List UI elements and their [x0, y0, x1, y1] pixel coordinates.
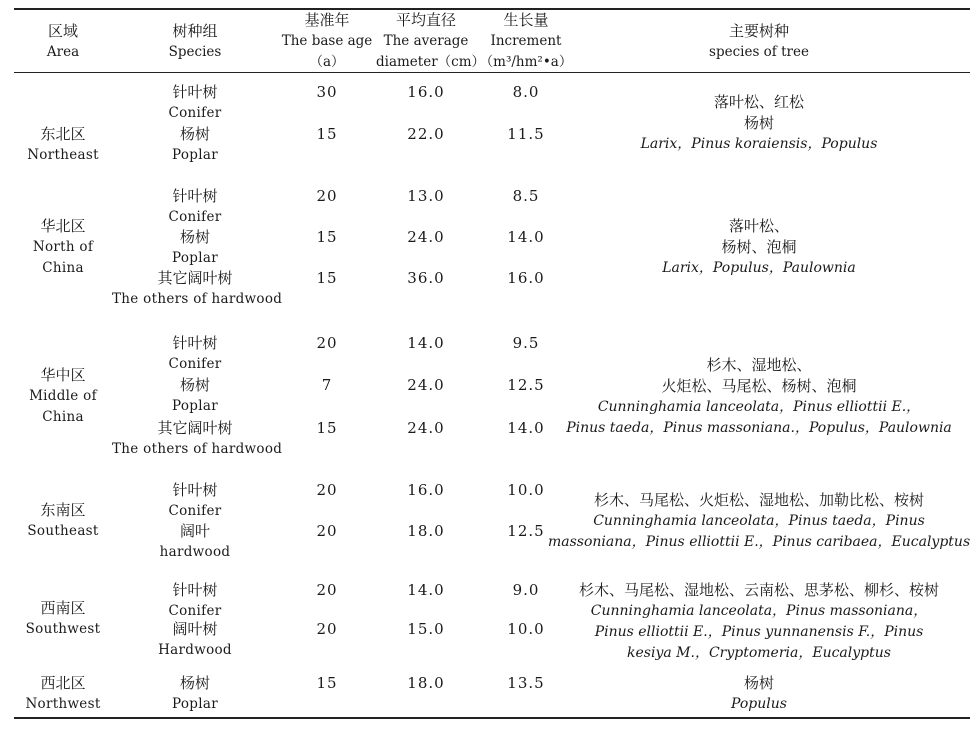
main-species-zh: 杨树	[743, 114, 774, 132]
species-group-en: Conifer	[168, 356, 222, 372]
base-age-value: 20	[316, 481, 338, 499]
increment-value: 14.0	[507, 419, 545, 437]
diameter-value: 36.0	[407, 269, 445, 287]
header-base-age-en: The base age	[281, 33, 373, 49]
base-age-value: 20	[316, 581, 338, 599]
main-species-zh: 杉木、马尾松、湿地松、云南松、思茅松、柳杉、桉树	[578, 581, 939, 599]
header-increment-en: Increment	[490, 33, 562, 49]
increment-value: 13.5	[507, 674, 545, 692]
region-name-zh: 华中区	[40, 366, 86, 384]
increment-value: 9.0	[512, 581, 540, 599]
header-main-species-zh: 主要树种	[728, 22, 789, 40]
main-species-zh: 落叶松、红松	[713, 93, 804, 111]
header-increment-zh: 生长量	[503, 11, 549, 29]
species-group-zh: 杨树	[179, 228, 210, 246]
diameter-value: 14.0	[407, 334, 445, 352]
header-species-en: Species	[168, 44, 222, 60]
diameter-value: 18.0	[407, 674, 445, 692]
main-species-zh: 杉木、湿地松、	[706, 356, 812, 374]
species-group-zh: 针叶树	[172, 334, 218, 352]
region-name-zh: 西北区	[40, 674, 86, 692]
header-base-age-unit: （a）	[309, 54, 345, 70]
species-group-en: Hardwood	[158, 642, 232, 658]
increment-value: 12.5	[507, 522, 545, 540]
species-group-zh: 其它阔叶树	[157, 269, 233, 287]
main-species-latin: Pinus taeda，Pinus massoniana.，Populus，Paulownia	[566, 420, 952, 436]
species-group-zh: 针叶树	[172, 83, 218, 101]
increment-value: 8.0	[512, 83, 540, 101]
species-group-en: hardwood	[159, 544, 231, 560]
header-area-en: Area	[46, 44, 80, 60]
species-group-en: Conifer	[168, 105, 222, 121]
increment-value: 10.0	[507, 481, 545, 499]
species-group-zh: 杨树	[179, 376, 210, 394]
base-age-value: 20	[316, 522, 338, 540]
base-age-value: 15	[316, 269, 338, 287]
region-name-en: North of	[32, 239, 94, 255]
species-group-zh: 阔叶树	[172, 620, 218, 638]
header-diameter-zh: 平均直径	[395, 11, 456, 29]
main-species-latin: Populus	[731, 696, 787, 712]
region-name-en: Middle of	[29, 388, 97, 404]
species-group-zh: 阔叶	[179, 522, 210, 540]
species-group-en: Conifer	[168, 209, 222, 225]
main-species-latin: Larix，Pinus koraiensis，Populus	[640, 136, 878, 152]
species-group-zh: 杨树	[179, 125, 210, 143]
region-name-en: Northwest	[25, 696, 101, 712]
base-age-value: 7	[321, 376, 333, 394]
header-base-age-zh: 基准年	[304, 11, 350, 29]
region-name-en: Northeast	[27, 147, 99, 163]
species-group-zh: 针叶树	[172, 187, 218, 205]
main-species-latin: Cunninghamia lanceolata，Pinus elliottii E.，	[597, 399, 921, 415]
increment-value: 12.5	[507, 376, 545, 394]
increment-value: 9.5	[512, 334, 540, 352]
header-area-zh: 区域	[47, 22, 78, 40]
species-group-en: Conifer	[168, 603, 222, 619]
species-group-en: Poplar	[172, 696, 218, 712]
species-group-en: The others of hardwood	[112, 441, 283, 457]
header-diameter-unit: diameter（cm）	[376, 54, 486, 70]
increment-value: 8.5	[512, 187, 540, 205]
region-name-en: China	[42, 260, 84, 276]
header-main-species-en: species of tree	[709, 44, 809, 60]
diameter-value: 16.0	[407, 481, 445, 499]
species-group-zh: 针叶树	[172, 581, 218, 599]
main-species-latin: Cunninghamia lanceolata，Pinus massoniana，	[590, 603, 928, 619]
main-species-zh: 杨树、泡桐	[721, 238, 797, 256]
base-age-value: 30	[316, 83, 338, 101]
bottom-rule	[14, 717, 970, 719]
species-group-en: Poplar	[172, 147, 218, 163]
diameter-value: 16.0	[407, 83, 445, 101]
region-name-en: Southwest	[25, 621, 101, 637]
main-species-latin: kesiya M.，Cryptomeria，Eucalyptus	[627, 645, 891, 661]
species-group-en: Poplar	[172, 398, 218, 414]
header-diameter-en: The average	[383, 33, 469, 49]
main-species-latin: Larix，Populus，Paulownia	[662, 260, 856, 276]
base-age-value: 15	[316, 228, 338, 246]
base-age-value: 15	[316, 125, 338, 143]
increment-value: 14.0	[507, 228, 545, 246]
diameter-value: 18.0	[407, 522, 445, 540]
species-group-zh: 其它阔叶树	[157, 419, 233, 437]
diameter-value: 24.0	[407, 376, 445, 394]
base-age-value: 15	[316, 674, 338, 692]
main-species-zh: 落叶松、	[728, 217, 789, 235]
base-age-value: 20	[316, 620, 338, 638]
region-name-zh: 东南区	[40, 501, 86, 519]
diameter-value: 13.0	[407, 187, 445, 205]
increment-value: 10.0	[507, 620, 545, 638]
species-group-en: The others of hardwood	[112, 291, 283, 307]
base-age-value: 20	[316, 334, 338, 352]
base-age-value: 20	[316, 187, 338, 205]
header-species-zh: 树种组	[172, 22, 218, 40]
main-species-latin: Pinus elliottii E.，Pinus yunnanensis F.，Pinus	[594, 624, 924, 640]
header-increment-unit: （m³/hm²•a）	[479, 54, 573, 70]
region-name-en: Southeast	[27, 523, 99, 539]
increment-value: 11.5	[507, 125, 545, 143]
species-group-en: Poplar	[172, 250, 218, 266]
diameter-value: 14.0	[407, 581, 445, 599]
region-name-zh: 西南区	[40, 599, 86, 617]
main-species-latin: massoniana，Pinus elliottii E.，Pinus caribaea，Eucalyptus	[548, 534, 971, 550]
increment-value: 16.0	[507, 269, 545, 287]
main-species-zh: 火炬松、马尾松、杨树、泡桐	[661, 377, 857, 395]
species-group-zh: 针叶树	[172, 481, 218, 499]
main-species-latin: Cunninghamia lanceolata，Pinus taeda，Pinus	[593, 513, 925, 529]
header-rule	[14, 72, 970, 73]
region-name-zh: 东北区	[40, 125, 86, 143]
diameter-value: 24.0	[407, 228, 445, 246]
diameter-value: 24.0	[407, 419, 445, 437]
species-group-en: Conifer	[168, 503, 222, 519]
species-group-zh: 杨树	[179, 674, 210, 692]
diameter-value: 15.0	[407, 620, 445, 638]
region-name-en: China	[42, 409, 84, 425]
base-age-value: 15	[316, 419, 338, 437]
main-species-zh: 杉木、马尾松、火炬松、湿地松、加勒比松、桉树	[593, 491, 924, 509]
main-species-zh: 杨树	[743, 674, 774, 692]
region-name-zh: 华北区	[40, 217, 86, 235]
diameter-value: 22.0	[407, 125, 445, 143]
